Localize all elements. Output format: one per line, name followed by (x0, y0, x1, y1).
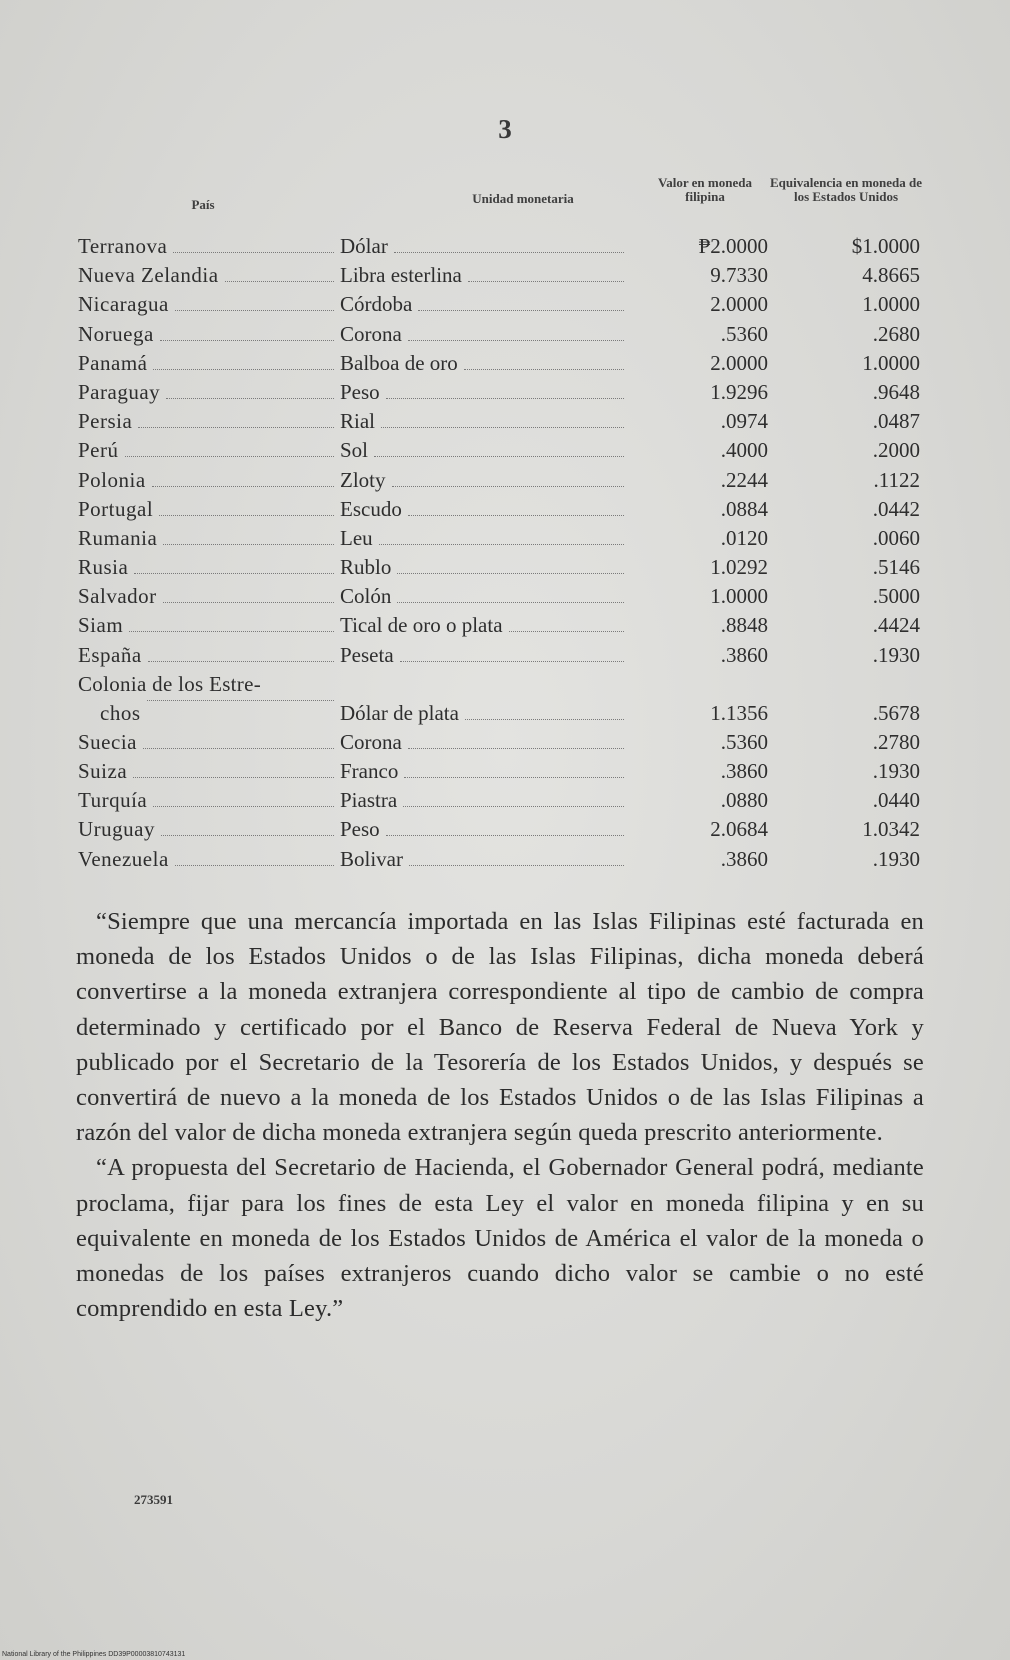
unit-name: Zloty (340, 467, 386, 492)
leader-dots (397, 572, 624, 574)
unit-cell (340, 290, 630, 319)
value-us-equivalent: .0442 (872, 496, 920, 521)
leader-dots (394, 251, 624, 253)
leader-dots (166, 397, 334, 399)
value-philippine: .3860 (720, 846, 768, 871)
table-row (78, 436, 920, 465)
currency-table (78, 172, 923, 874)
table-row (78, 407, 920, 436)
country-name: Panamá (78, 350, 148, 375)
leader-dots (404, 776, 624, 778)
country-cell (78, 786, 340, 815)
country-name: Paraguay (78, 379, 161, 404)
value-philippine: .5360 (720, 321, 768, 346)
value-us-equivalent: 1.0000 (862, 350, 920, 375)
table-row (78, 815, 920, 844)
header-valor-moneda-filipina: Valor en moneda filipina (658, 175, 752, 204)
unit-name: Corona (340, 321, 402, 346)
country-name: Siam (78, 613, 124, 638)
table-row (78, 786, 920, 815)
table-row (78, 320, 920, 349)
value-us-equivalent: 4.8665 (862, 263, 920, 288)
unit-name: Rial (340, 409, 375, 434)
country-name-line2-wrap (78, 699, 340, 728)
value-us-equivalent: $1.0000 (851, 234, 920, 258)
country-cell (78, 261, 340, 290)
leader-dots (125, 455, 335, 457)
country-cell (78, 845, 340, 874)
leader-dots (163, 543, 334, 545)
unit-name: Sol (340, 438, 369, 463)
value-philippine: .3860 (720, 759, 768, 783)
country-cell (78, 815, 340, 844)
header-equivalencia-estados-unidos: Equivalencia en moneda de los Estados Unidos (769, 175, 923, 204)
unit-name: Escudo (340, 496, 402, 521)
table-row (78, 349, 920, 378)
value-philippine: ₱2.0000 (698, 234, 768, 258)
country-cell (78, 495, 340, 524)
value-philippine: .3860 (720, 642, 768, 667)
unit-name: Libra esterlina (340, 263, 462, 288)
unit-cell (340, 466, 630, 495)
unit-cell (340, 524, 630, 553)
leader-dots (468, 280, 624, 282)
leader-dots (161, 834, 334, 836)
value-philippine: .0120 (720, 525, 768, 550)
country-cell (78, 728, 340, 757)
unit-name: Peso (340, 817, 380, 842)
unit-cell (340, 699, 630, 728)
country-cell (78, 582, 340, 611)
value-us-equivalent: .0440 (872, 788, 920, 813)
country-cell (78, 378, 340, 407)
leader-dots (465, 718, 624, 720)
value-philippine: .2244 (720, 467, 768, 492)
unit-name: Peso (340, 379, 380, 404)
value-philippine: 1.0000 (710, 584, 768, 609)
unit-cell (340, 728, 630, 757)
table-row (78, 845, 920, 874)
value-us-equivalent: 1.0000 (862, 292, 920, 317)
value-philippine: 1.1356 (710, 700, 768, 725)
leader-dots (147, 699, 335, 701)
country-name: Suiza (78, 759, 128, 783)
leader-dots (152, 485, 334, 487)
table-header (78, 172, 923, 232)
country-cell (78, 670, 340, 728)
value-philippine: .4000 (720, 438, 768, 463)
table-row (78, 466, 920, 495)
header-unidad-monetaria: Unidad monetaria (472, 191, 574, 206)
leader-dots (148, 660, 334, 662)
leader-dots (133, 776, 334, 778)
table-row (78, 232, 920, 261)
value-us-equivalent: .1122 (873, 467, 920, 492)
table-row (78, 261, 920, 290)
table-row (78, 670, 920, 728)
value-philippine: 2.0684 (710, 817, 768, 842)
country-cell (78, 407, 340, 436)
country-name: Perú (78, 438, 119, 463)
unit-name: Franco (340, 759, 399, 783)
value-philippine: 1.0292 (710, 555, 768, 580)
leader-dots (159, 514, 334, 516)
country-cell (78, 436, 340, 465)
leader-dots (408, 514, 624, 516)
unit-name: Leu (340, 525, 373, 550)
value-philippine: .0884 (720, 496, 768, 521)
unit-name: Tical de oro o plata (340, 613, 503, 638)
footer-credit: National Library of the Philippines DD39P00003810743131 (2, 1651, 186, 1658)
leader-dots (408, 339, 624, 341)
unit-cell (340, 407, 630, 436)
table-row (78, 290, 920, 319)
value-philippine: 2.0000 (710, 292, 768, 317)
value-philippine: .8848 (720, 613, 768, 638)
page-number: 3 (498, 114, 512, 144)
unit-name: Dólar de plata (340, 700, 459, 725)
unit-cell (340, 436, 630, 465)
value-us-equivalent: .5000 (872, 584, 920, 609)
print-code: 273591 (134, 1492, 173, 1507)
unit-name: Corona (340, 729, 402, 754)
leader-dots (134, 572, 334, 574)
leader-dots (173, 251, 334, 253)
country-name-line1: Colonia de los Estre- (78, 671, 262, 696)
header-pais: País (191, 197, 215, 212)
unit-name: Rublo (340, 555, 392, 580)
value-us-equivalent: .4424 (872, 613, 920, 638)
leader-dots (464, 368, 624, 370)
country-cell (78, 524, 340, 553)
value-philippine: 9.7330 (710, 263, 768, 288)
leader-dots (409, 864, 624, 866)
leader-dots (153, 805, 334, 807)
value-us-equivalent: .2000 (872, 438, 920, 463)
unit-cell (340, 378, 630, 407)
unit-cell (340, 553, 630, 582)
table-row (78, 582, 920, 611)
unit-cell (340, 495, 630, 524)
country-cell (78, 466, 340, 495)
country-cell (78, 232, 340, 261)
leader-dots (400, 660, 624, 662)
unit-cell (340, 349, 630, 378)
country-name: Noruega (78, 321, 154, 346)
table-row (78, 728, 920, 757)
leader-dots (175, 864, 334, 866)
unit-cell (340, 582, 630, 611)
table-row (78, 495, 920, 524)
table-row (78, 611, 920, 640)
table-row (78, 757, 920, 786)
leader-dots (374, 455, 624, 457)
unit-name: Dólar (340, 234, 388, 258)
value-us-equivalent: .1930 (872, 846, 920, 871)
country-cell (78, 611, 340, 640)
value-us-equivalent: .0060 (872, 525, 920, 550)
unit-name: Piastra (340, 788, 398, 813)
paragraph-proclamation: “A propuesta del Secretario de Hacienda, el Gobernador General podrá, mediante proclama, fijar para los fines de esta Ley el valor en moneda filipina y en su equivalente en moneda de los Estados Unidos de América el valor de la moneda o monedas de los países extranjeros cuando dicho valor se cambie o no esté comprendido en esta Ley.” (76, 1154, 924, 1323)
unit-name: Córdoba (340, 292, 413, 317)
country-name: Suecia (78, 729, 137, 754)
leader-dots (129, 630, 334, 632)
country-cell (78, 349, 340, 378)
country-name: Nicaragua (78, 292, 169, 317)
table-row (78, 524, 920, 553)
leader-dots (381, 426, 624, 428)
country-cell (78, 757, 340, 786)
unit-name: Peseta (340, 642, 394, 667)
unit-name: Colón (340, 584, 392, 609)
unit-cell (340, 232, 630, 261)
leader-dots (392, 485, 625, 487)
leader-dots (225, 280, 334, 282)
leader-dots (397, 601, 624, 603)
country-name: Venezuela (78, 846, 169, 871)
country-name-line2: chos (100, 700, 141, 725)
value-us-equivalent: .2780 (872, 729, 920, 754)
table-row (78, 553, 920, 582)
value-us-equivalent: .5678 (872, 700, 920, 725)
country-cell (78, 641, 340, 670)
value-us-equivalent: .9648 (872, 379, 920, 404)
unit-cell (340, 611, 630, 640)
table-row (78, 378, 920, 407)
value-philippine: .0880 (720, 788, 768, 813)
country-name: Nueva Zelandia (78, 263, 219, 288)
value-us-equivalent: .1930 (872, 642, 920, 667)
country-name: Terranova (78, 234, 168, 258)
leader-dots (418, 309, 624, 311)
unit-cell (340, 757, 630, 786)
value-us-equivalent: 1.0342 (862, 817, 920, 842)
country-cell (78, 553, 340, 582)
country-name: España (78, 642, 142, 667)
unit-name: Bolivar (340, 846, 403, 871)
country-cell (78, 290, 340, 319)
leader-dots (408, 747, 624, 749)
country-name: Uruguay (78, 817, 155, 842)
country-name: Rusia (78, 555, 129, 580)
country-name: Persia (78, 409, 133, 434)
value-us-equivalent: .1930 (872, 759, 920, 783)
leader-dots (138, 426, 334, 428)
leader-dots (175, 309, 334, 311)
unit-cell (340, 786, 630, 815)
country-name: Polonia (78, 467, 146, 492)
leader-dots (163, 601, 334, 603)
unit-cell (340, 261, 630, 290)
table-body (78, 232, 920, 874)
country-name: Portugal (78, 496, 154, 521)
value-philippine: 1.9296 (710, 379, 768, 404)
body-text (76, 904, 924, 1326)
value-us-equivalent: .0487 (872, 409, 920, 434)
paragraph-conversion: “Siempre que una mercancía importada en las Islas Filipinas esté facturada en moneda de los Estados Unidos o de las Islas Filipinas, dicha moneda deberá convertirse a la moneda extranjera correspondiente al tipo de cambio de compra determinado y certificado por el Banco de Reserva Federal de Nueva York y publicado por el Secretario de la Tesorería de los Estados Unidos, y después se convertirá de nuevo a la moneda de los Estados Unidos o de las Islas Filipinas a razón del valor de dicha moneda extranjera según queda prescrito anteriormente. (76, 908, 924, 1147)
leader-dots (143, 747, 334, 749)
leader-dots (386, 834, 624, 836)
unit-cell (340, 845, 630, 874)
table-row (78, 641, 920, 670)
value-us-equivalent: .2680 (872, 321, 920, 346)
value-philippine: .0974 (720, 409, 768, 434)
country-name: Rumania (78, 525, 158, 550)
leader-dots (403, 805, 624, 807)
value-philippine: .5360 (720, 729, 768, 754)
leader-dots (153, 368, 334, 370)
country-cell (78, 320, 340, 349)
country-name: Salvador (78, 584, 157, 609)
leader-dots (160, 339, 334, 341)
unit-cell (340, 641, 630, 670)
unit-name: Balboa de oro (340, 350, 458, 375)
unit-cell (340, 815, 630, 844)
leader-dots (509, 630, 624, 632)
unit-cell (340, 320, 630, 349)
country-name: Turquía (78, 788, 148, 813)
leader-dots (386, 397, 624, 399)
value-philippine: 2.0000 (710, 350, 768, 375)
value-us-equivalent: .5146 (872, 555, 920, 580)
leader-dots (379, 543, 624, 545)
